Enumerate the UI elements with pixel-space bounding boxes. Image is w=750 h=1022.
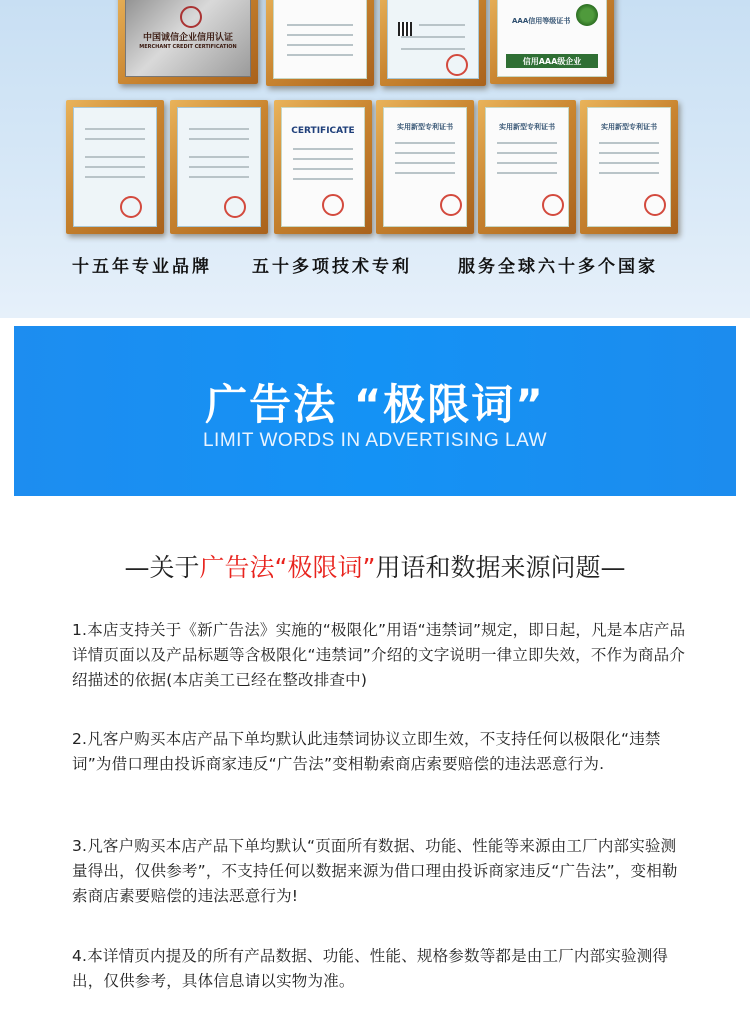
heading-highlight: 广告法“极限词” [199, 553, 376, 582]
certificate-frame [66, 100, 164, 234]
certificate-heading: 实用新型专利证书 [601, 123, 657, 131]
certificate-wall [0, 0, 750, 318]
heading-prefix: —关于 [124, 553, 200, 582]
certificate-frame [274, 100, 372, 234]
certificate-heading: CERTIFICATE [291, 126, 355, 136]
aaa-certificate [497, 0, 607, 77]
certificate-subheading: MERCHANT CREDIT CERTIFICATION [139, 44, 237, 50]
banner-title: 广告法 “极限词” [205, 380, 545, 429]
banner-subtitle: LIMIT WORDS IN ADVERTISING LAW [202, 430, 548, 451]
certificate-frame [376, 100, 474, 234]
conformity-certificate [273, 0, 367, 79]
slogan-brand: 十五年专业品牌 [72, 257, 212, 277]
certificate-paper [387, 0, 479, 79]
certificate-frame [170, 100, 268, 234]
software-certificate [73, 107, 157, 227]
certificate-frame [478, 100, 576, 234]
patent-certificate [485, 107, 569, 227]
patent-certificate [383, 107, 467, 227]
ce-certificate [281, 107, 365, 227]
slogan-service: 服务全球六十多个国家 [458, 257, 658, 277]
slogan-row [0, 252, 750, 282]
seal-icon [542, 194, 564, 216]
notice-paragraph-1: 1.本店支持关于《新广告法》实施的“极限化”用语“违禁词”规定，即日起，凡是本店产品详情页面以及产品标题等含极限化“违禁词”介绍的文字说明一律立即失效，不作为商品介绍描述的依据(本店美工已经在整改排查中) [72, 621, 686, 689]
advertising-law-banner [14, 326, 736, 496]
seal-icon [120, 196, 142, 218]
certificate-heading: 实用新型专利证书 [499, 123, 555, 131]
certificate-frame [380, 0, 486, 86]
software-certificate [177, 107, 261, 227]
credit-certificate [125, 0, 251, 77]
slogan-patents: 五十多项技术专利 [252, 257, 412, 277]
certificate-frame [118, 0, 258, 84]
qr-code-icon [398, 22, 412, 36]
seal-icon [440, 194, 462, 216]
certificate-frame [490, 0, 614, 84]
certificate-heading: 实用新型专利证书 [397, 123, 453, 131]
notice-paragraph-3: 3.凡客户购买本店产品下单均默认“页面所有数据、功能、性能等来源由工厂内部实验测量得出，仅供参考”，不支持任何以数据来源为借口理由投诉商家违反“广告法”，变相勒索商店素要赔偿的违法恶意行为! [72, 837, 678, 905]
certificate-heading: AAA信用等级证书 [512, 17, 571, 25]
section-heading [0, 548, 750, 584]
seal-icon [180, 6, 202, 28]
notice-paragraph-2: 2.凡客户购买本店产品下单均默认此违禁词协议立即生效，不支持任何以极限化“违禁词”为借口理由投诉商家违反“广告法”变相勒索商店索要赔偿的违法恶意行为. [72, 730, 661, 773]
certificate-subheading: 信用AAA级企业 [522, 57, 582, 66]
certificate-frame [580, 100, 678, 234]
heading-suffix: 用语和数据来源问题— [375, 553, 626, 582]
seal-icon [644, 194, 666, 216]
certificate-frame [266, 0, 374, 86]
certificate-heading: 中国诚信企业信用认证 [142, 33, 233, 43]
seal-icon [446, 54, 468, 76]
patent-certificate [587, 107, 671, 227]
seal-icon [322, 194, 344, 216]
badge-icon [576, 4, 598, 26]
seal-icon [224, 196, 246, 218]
notice-paragraph-4: 4.本详情页内提及的所有产品数据、功能、性能、规格参数等都是由工厂内部实验测得出，仅供参考，具体信息请以实物为准。 [72, 947, 669, 990]
